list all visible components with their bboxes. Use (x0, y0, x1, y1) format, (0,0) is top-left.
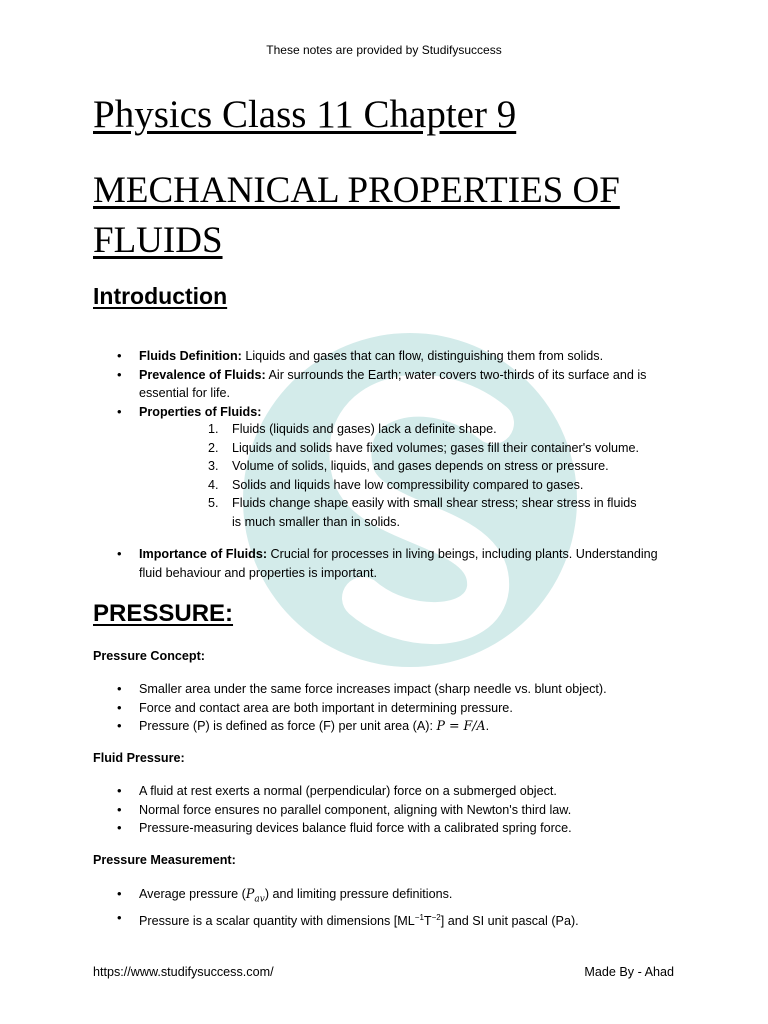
item-number: 5. (208, 496, 219, 510)
bullet-text: Air surrounds the Earth; water covers two-thirds of its surface and is essential for life. (139, 367, 647, 400)
pressure-formula: P = F/A (436, 718, 486, 733)
list-item (208, 439, 648, 458)
footer-credit: Made By - Ahad (584, 965, 674, 979)
item-text: Liquids and solids have fixed volumes; gases fill their container's volume. (232, 440, 640, 455)
bullet-text: ] and SI unit pascal (Pa). (440, 914, 579, 929)
list-item (208, 476, 648, 495)
bullet-text: Pressure is a scalar quantity with dimensions [ML (139, 914, 415, 929)
fluid-pressure-list (117, 782, 677, 838)
list-item (117, 545, 677, 582)
fluid-pressure-heading: Fluid Pressure: (93, 751, 185, 765)
list-item (208, 420, 648, 439)
pressure-heading: PRESSURE: (93, 600, 234, 627)
introduction-heading: Introduction (93, 283, 228, 309)
pressure-measurement-heading: Pressure Measurement: (93, 853, 236, 867)
bullet-label: Importance of Fluids: (139, 547, 268, 561)
bullet-label: Properties of Fluids: (139, 404, 262, 419)
pressure-symbol: P (245, 886, 255, 901)
bullet-label: Prevalence of Fluids: (139, 367, 266, 382)
header-note: These notes are provided by Studifysuccess (266, 43, 502, 57)
item-text: Fluids change shape easily with small shear stress; shear stress in fluids is much smaller than in solids. (232, 496, 637, 529)
list-item (117, 347, 677, 366)
item-text: Volume of solids, liquids, and gases depends on stress or pressure. (232, 459, 609, 473)
bullet-text: Liquids and gases that can flow, distinguishing them from solids. (241, 349, 604, 363)
chapter-title: MECHANICAL PROPERTIES OF FLUIDS (93, 170, 620, 261)
item-number: 1. (208, 422, 219, 436)
introduction-list (117, 347, 677, 421)
subscript: av (254, 894, 265, 905)
bullet-text: T (423, 914, 432, 929)
list-item (117, 885, 677, 909)
list-item (117, 717, 677, 736)
bullet-text: Pressure (P) is defined as force (F) per unit area (A): (139, 719, 437, 733)
pressure-measurement-list (117, 885, 677, 931)
pressure-concept-heading: Pressure Concept: (93, 649, 205, 663)
list-item (208, 457, 648, 476)
list-item: • Smaller area under the same force increases impact (sharp needle vs. blunt object). (117, 680, 677, 699)
bullet-text: Average pressure ( (139, 887, 246, 901)
list-item: • Pressure-measuring devices balance fluid force with a calibrated spring force. (117, 819, 677, 838)
page-title: Physics Class 11 Chapter 9 (93, 93, 517, 136)
list-item (117, 366, 677, 403)
list-item (117, 403, 677, 422)
list-item (208, 494, 648, 531)
bullet-text: Crucial for processes in living beings, including plants. Understanding fluid behaviour and properties is important. (139, 547, 658, 580)
item-number: 3. (208, 459, 219, 473)
item-text: Fluids (liquids and gases) lack a definite shape. (232, 422, 497, 436)
pressure-concept-list (117, 680, 677, 736)
superscript: −1 (414, 913, 424, 923)
superscript: −2 (431, 913, 441, 923)
item-text: Solids and liquids have low compressibility compared to gases. (232, 477, 584, 492)
properties-list (208, 420, 648, 531)
item-number: 4. (208, 477, 219, 492)
list-item: • Normal force ensures no parallel component, aligning with Newton's third law. (117, 801, 677, 820)
item-number: 2. (208, 440, 219, 455)
bullet-text: . (485, 719, 490, 733)
bullet-text: ) and limiting pressure definitions. (264, 887, 453, 901)
footer-url[interactable]: https://www.studifysuccess.com/ (93, 965, 274, 979)
bullet-label: Fluids Definition: (139, 349, 242, 363)
list-item (117, 909, 677, 931)
list-item: • Force and contact area are both important in determining pressure. (117, 699, 677, 718)
importance-list (117, 545, 677, 582)
list-item: • A fluid at rest exerts a normal (perpendicular) force on a submerged object. (117, 782, 677, 801)
